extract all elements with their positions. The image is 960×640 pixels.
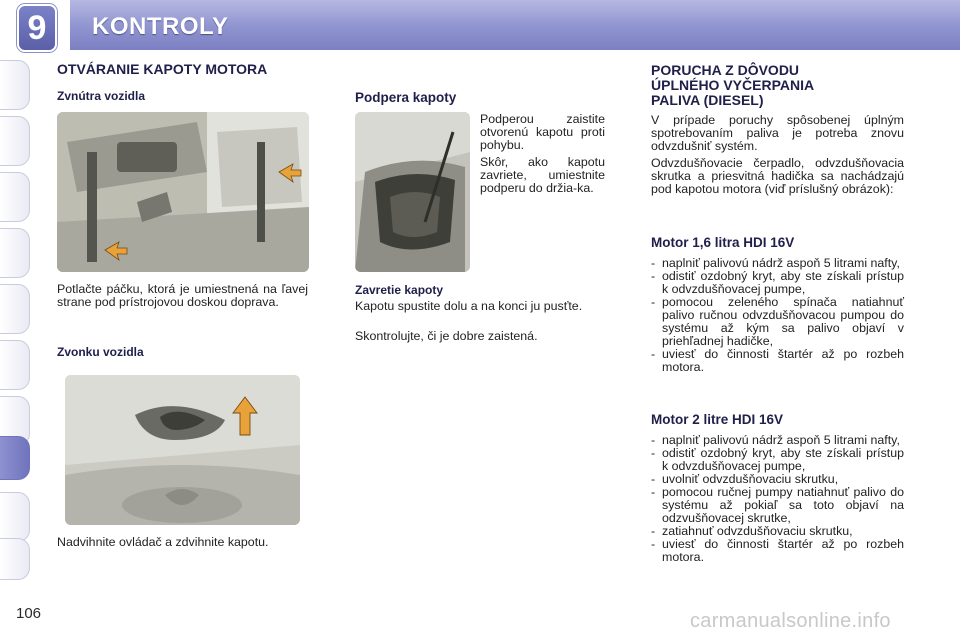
hood-closing-heading: Zavretie kapoty (355, 283, 444, 297)
chapter-tab-4[interactable] (0, 228, 30, 278)
hood-support-photo (355, 112, 470, 272)
chapter-title: KONTROLY (92, 13, 229, 40)
chapter-tab-10[interactable] (0, 492, 30, 542)
hood-closing-text-2: Skontrolujte, či je dobre zaistená. (355, 329, 538, 343)
page-number: 106 (16, 605, 42, 622)
list-item: - pomocou zeleného spínača natiahnuť palivo ručnou odvzdušňovacou pumpou do systému až kým sa palivo objaví v priehľadnej hadičke, (651, 296, 904, 348)
list-item: - pomocou ručnej pumpy natiahnuť palivo do systému až pokiaľ sa toto objaví na odzvušňovacej skrutke, (651, 486, 904, 525)
list-item: - naplniť palivovú nádrž aspoň 5 litrami nafty, (651, 434, 904, 447)
list-item: - uviesť do činnosti štartér až po rozbeh motora. (651, 348, 904, 374)
hood-support-heading: Podpera kapoty (355, 90, 457, 105)
outside-vehicle-text: Nadvihnite ovládač a zdvihnite kapotu. (57, 535, 269, 549)
chapter-tab-2[interactable] (0, 116, 30, 166)
hood-support-text-2: Skôr, ako kapotu zavriete, umiestnite podperu do držia-ka. (480, 155, 605, 195)
watermark: carmanualsonline.info (690, 610, 891, 632)
list-item: - odistiť ozdobný kryt, aby ste získali prístup k odvzdušňovacej pumpe, (651, 447, 904, 473)
chapter-tab-9-active[interactable] (0, 436, 30, 480)
chapter-tabs (0, 60, 32, 580)
list-item: - uvolniť odvzdušňovaciu skrutku, (651, 473, 904, 486)
chapter-number-badge (17, 4, 57, 52)
chapter-tab-3[interactable] (0, 172, 30, 222)
engine-1-6-heading: Motor 1,6 litra HDI 16V (651, 235, 795, 250)
fuel-failure-title-line-1: PORUCHA Z DÔVODU (651, 62, 800, 78)
outside-vehicle-heading: Zvonku vozidla (57, 345, 144, 359)
exterior-release-photo (65, 375, 300, 525)
inside-vehicle-text: Potlačte páčku, ktorá je umiestnená na ľavej strane pod prístrojovou doskou doprava. (57, 282, 308, 309)
engine-1-6-steps (651, 257, 904, 374)
chapter-tab-1[interactable] (0, 60, 30, 110)
list-item: - naplniť palivovú nádrž aspoň 5 litrami nafty, (651, 257, 904, 270)
inside-vehicle-heading: Zvnútra vozidla (57, 89, 146, 103)
list-item: - odistiť ozdobný kryt, aby ste získali prístup k odvzdušňovacej pumpe, (651, 270, 904, 296)
fuel-failure-intro-2: Odvzdušňovacie čerpadlo, odvzdušňovacia skrutka a priesvitná hadička sa nachádzajú pod kapotou motora (viď príslušný obrázok): (651, 156, 904, 196)
interior-lever-photo (57, 112, 309, 272)
hood-closing-text-1: Kapotu spustite dolu a na konci ju pusťte. (355, 299, 583, 313)
chapter-tab-5[interactable] (0, 284, 30, 334)
fuel-failure-title-line-3: PALIVA (DIESEL) (651, 92, 764, 108)
fuel-failure-intro-1: V prípade poruchy spôsobenej úplným spotrebovaním paliva je potreba znovu odvzdušniť systém. (651, 113, 904, 153)
chapter-tab-6[interactable] (0, 340, 30, 390)
hood-opening-title: OTVÁRANIE KAPOTY MOTORA (57, 61, 268, 77)
hood-support-text-1: Podperou zaistite otvorenú kapotu proti pohybu. (480, 112, 605, 152)
fuel-failure-title (651, 63, 814, 108)
engine-2-0-heading: Motor 2 litre HDI 16V (651, 412, 784, 427)
list-item: - uviesť do činnosti štartér až po rozbeh motora. (651, 538, 904, 564)
fuel-failure-title-line-2: ÚPLNÉHO VYČERPANIA (651, 77, 815, 93)
chapter-number: 9 (27, 9, 47, 47)
list-item: - zatiahnuť odvzdušňovaciu skrutku, (651, 525, 904, 538)
engine-2-0-steps (651, 434, 904, 564)
chapter-tab-11[interactable] (0, 538, 30, 580)
